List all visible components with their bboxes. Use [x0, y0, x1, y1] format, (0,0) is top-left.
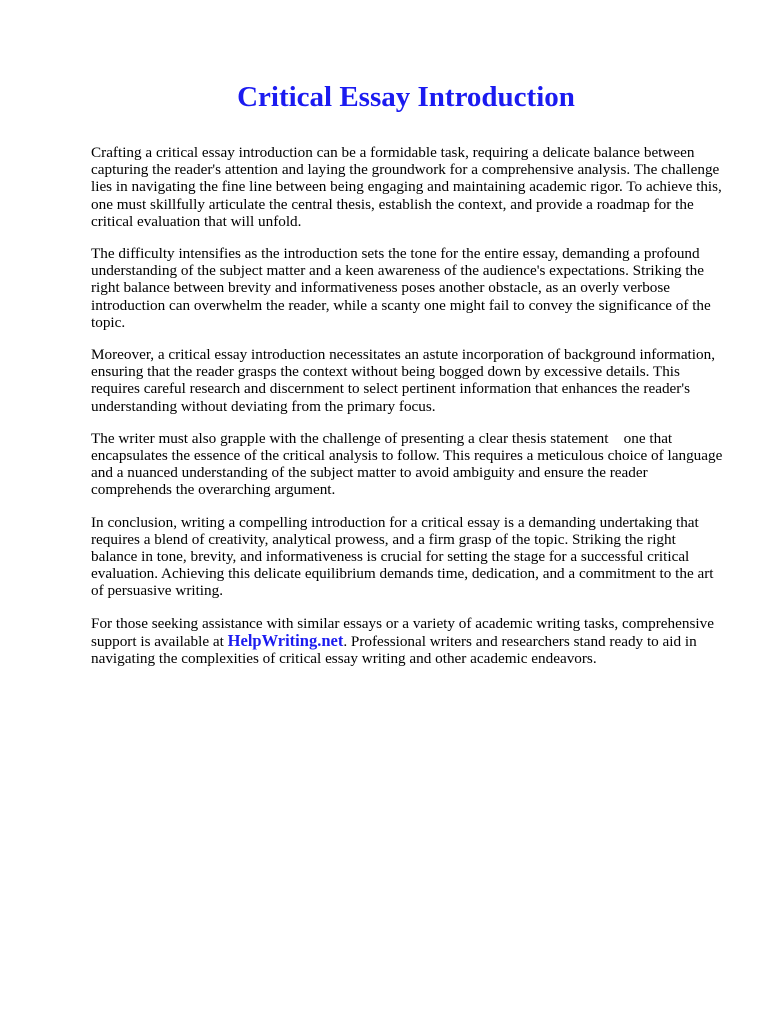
paragraph-5: In conclusion, writing a compelling introduction for a critical essay is a demanding undertaking that requires a blend of creativity, analytical prowess, and a firm grasp of the topic. Striking the right balance in tone, brevity, and informativeness is crucial for setting the stage for a successful critical evaluation. Achieving this delicate equilibrium demands time, dedication, and a commitment to the art of persuasive writing. — [91, 513, 714, 600]
closing-text-before-link: For those seeking assistance with similar essays or a variety of academic writing tasks, comprehensive support is available at — [91, 614, 714, 650]
paragraph-1: Crafting a critical essay introduction can be a formidable task, requiring a delicate balance between capturing the reader's attention and laying the groundwork for a comprehensive analysis. The challenge lies in navigating the fine line between being engaging and maintaining academic rigor. To achieve this, one must skillfully articulate the central thesis, establish the context, and provide a roadmap for the critical evaluation that will unfold. — [91, 144, 722, 230]
document-body — [91, 144, 725, 682]
paragraph-3: Moreover, a critical essay introduction necessitates an astute incorporation of background information, ensuring that the reader grasps the context without being bogged down by excessive details. This requires careful research and discernment to select pertinent information that enhances the reader's understanding without deviating from the primary focus. — [91, 346, 715, 415]
closing-paragraph — [91, 615, 725, 668]
helpwriting-link[interactable]: HelpWriting.net — [227, 630, 344, 650]
paragraph-4: The writer must also grapple with the challenge of presenting a clear thesis statement one that encapsulates the essence of the critical analysis to follow. This requires a meticulous choice of language and a nuanced understanding of the subject matter to avoid ambiguity and ensure the reader comprehends the overarching argument. — [91, 429, 723, 499]
paragraph-2: The difficulty intensifies as the introduction sets the tone for the entire essay, demanding a profound understanding of the subject matter and a keen awareness of the audience's expectations. Striking the right balance between brevity and informativeness poses another obstacle, as an overly verbose introduction can overwhelm the reader, while a scanty one might fail to convey the significance of the topic. — [91, 245, 711, 331]
closing-text-after-link: . Professional writers and researchers stand ready to aid in navigating the complexities of critical essay writing and other academic endeavors. — [91, 632, 697, 668]
document-title: Critical Essay Introduction — [237, 81, 575, 113]
